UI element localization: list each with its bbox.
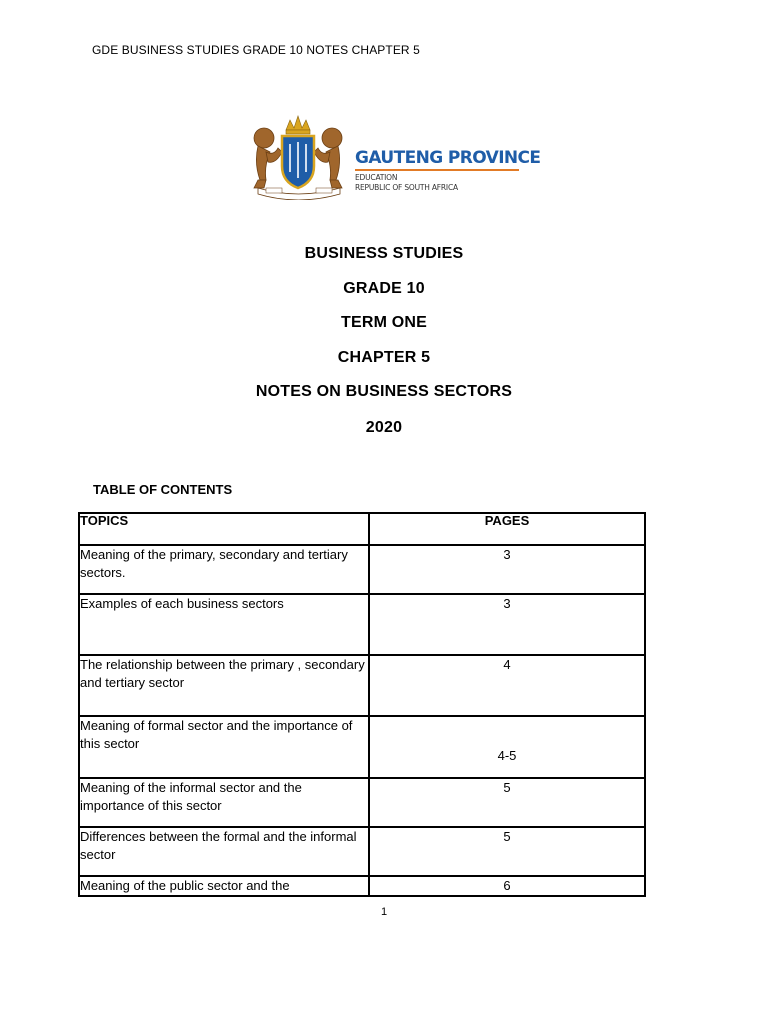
toc-page-cell: 5 — [369, 778, 645, 827]
gauteng-logo — [244, 108, 541, 208]
toc-page-cell: 4 — [369, 655, 645, 716]
table-row — [79, 594, 645, 655]
table-row — [79, 655, 645, 716]
document-title-grade: GRADE 10 — [343, 280, 425, 297]
table-row — [79, 827, 645, 876]
table-row — [79, 545, 645, 594]
logo-title: GAUTENG PROVINCE — [355, 148, 541, 168]
logo-subtitle-education: EDUCATION — [355, 173, 398, 182]
toc-column-topics: TOPICS — [79, 513, 369, 545]
document-title-term: TERM ONE — [340, 314, 428, 331]
toc-topic-cell: Meaning of formal sector and the importance of this sector — [79, 716, 369, 778]
table-row — [79, 778, 645, 827]
toc-topic-cell: Meaning of the public sector and the — [79, 876, 369, 896]
toc-table — [78, 512, 646, 897]
toc-heading: TABLE OF CONTENTS — [93, 482, 233, 497]
document-title-chapter: CHAPTER 5 — [337, 349, 431, 366]
toc-page-cell: 3 — [369, 545, 645, 594]
running-header: GDE BUSINESS STUDIES GRADE 10 NOTES CHAPTER 5 — [92, 43, 420, 57]
logo-underline — [355, 169, 519, 171]
toc-page-cell: 6 — [369, 876, 645, 896]
toc-topic-cell: The relationship between the primary , secondary and tertiary sector — [79, 655, 369, 716]
toc-topic-cell: Meaning of the informal sector and the importance of this sector — [79, 778, 369, 827]
toc-column-pages: PAGES — [369, 513, 645, 545]
document-title-subject: BUSINESS STUDIES — [304, 245, 464, 262]
toc-topic-cell: Examples of each business sectors — [79, 594, 369, 655]
coat-of-arms-icon — [244, 108, 354, 200]
logo-subtitle-country: REPUBLIC OF SOUTH AFRICA — [355, 183, 458, 192]
toc-topic-cell: Meaning of the primary, secondary and tertiary sectors. — [79, 545, 369, 594]
document-title-topic: NOTES ON BUSINESS SECTORS — [255, 383, 513, 400]
document-title-year: 2020 — [365, 419, 403, 436]
logo-text-block — [355, 148, 540, 193]
toc-page-cell: 4-5 — [369, 716, 645, 778]
toc-page-cell: 5 — [369, 827, 645, 876]
table-row — [79, 876, 645, 896]
toc-topic-cell: Differences between the formal and the informal sector — [79, 827, 369, 876]
toc-page-cell: 3 — [369, 594, 645, 655]
table-row — [79, 716, 645, 778]
toc-header-row — [79, 513, 645, 545]
page-number: 1 — [380, 906, 388, 918]
